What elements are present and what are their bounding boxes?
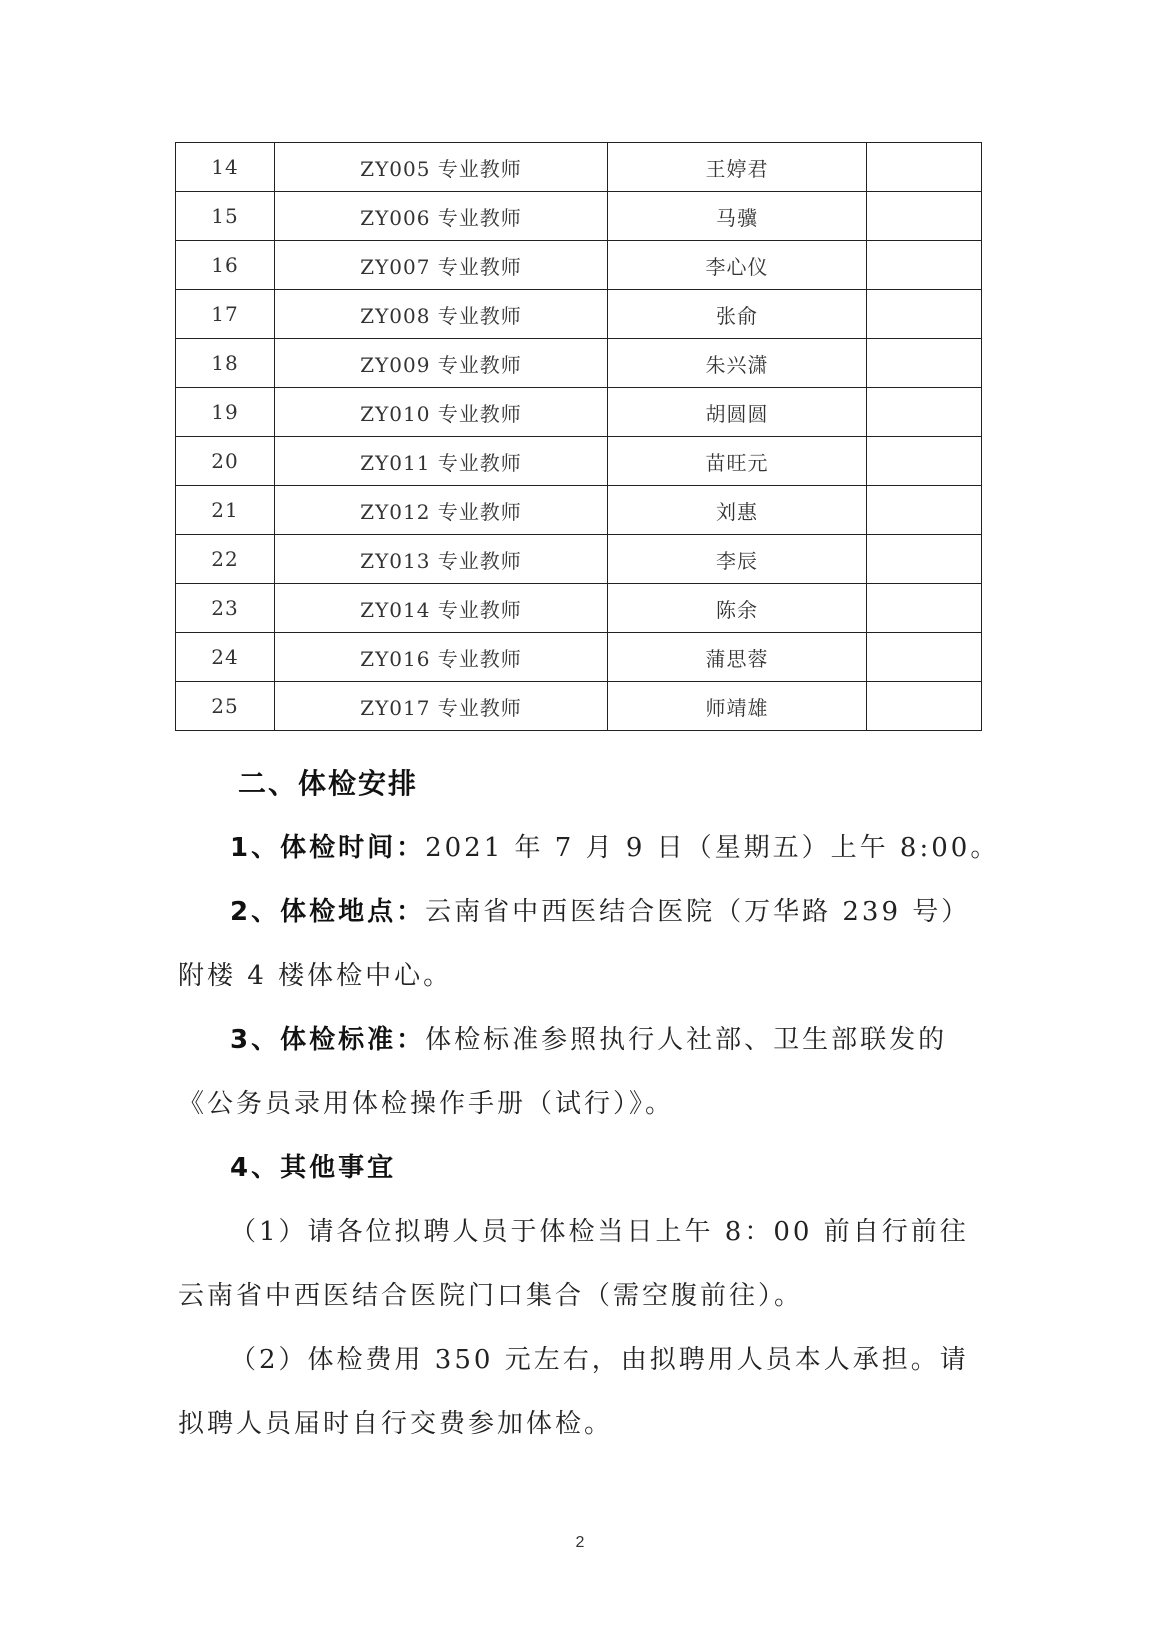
item-other-matters — [178, 1136, 990, 1200]
cell-name: 陈余 — [608, 584, 867, 633]
table-row — [176, 682, 982, 731]
table-row — [176, 143, 982, 192]
cell-note — [867, 584, 982, 633]
cell-note — [867, 535, 982, 584]
cell-note — [867, 290, 982, 339]
cell-note — [867, 143, 982, 192]
cell-post: ZY016 专业教师 — [275, 633, 608, 682]
cell-post: ZY008 专业教师 — [275, 290, 608, 339]
sub-item-2 — [178, 1328, 990, 1456]
exam-time-text: 2021 年 7 月 9 日（星期五）上午 8:00。 — [425, 833, 1000, 863]
cell-post: ZY010 专业教师 — [275, 388, 608, 437]
cell-number: 16 — [176, 241, 275, 290]
exam-standard-line2: 《公务员录用体检操作手册（试行）》。 — [178, 1089, 675, 1119]
table-row — [176, 437, 982, 486]
cell-name: 师靖雄 — [608, 682, 867, 731]
cell-number: 18 — [176, 339, 275, 388]
cell-number: 15 — [176, 192, 275, 241]
exam-location-label: 2、体检地点： — [230, 897, 426, 927]
cell-note — [867, 241, 982, 290]
cell-name: 李心仪 — [608, 241, 867, 290]
table-row — [176, 633, 982, 682]
cell-number: 17 — [176, 290, 275, 339]
cell-number: 24 — [176, 633, 275, 682]
cell-note — [867, 339, 982, 388]
cell-post: ZY005 专业教师 — [275, 143, 608, 192]
cell-name: 刘惠 — [608, 486, 867, 535]
table-row — [176, 535, 982, 584]
table-row — [176, 339, 982, 388]
table-row — [176, 584, 982, 633]
cell-note — [867, 388, 982, 437]
exam-standard-label: 3、体检标准： — [230, 1025, 426, 1055]
table-row — [176, 241, 982, 290]
sub-item-2-line2: 拟聘人员届时自行交费参加体检。 — [178, 1409, 614, 1439]
cell-note — [867, 682, 982, 731]
cell-name: 王婷君 — [608, 143, 867, 192]
cell-name: 张俞 — [608, 290, 867, 339]
sub-item-1-line2: 云南省中西医结合医院门口集合（需空腹前往）。 — [178, 1281, 804, 1311]
item-exam-standard — [178, 1008, 990, 1136]
cell-note — [867, 192, 982, 241]
cell-post: ZY009 专业教师 — [275, 339, 608, 388]
cell-number: 25 — [176, 682, 275, 731]
table-row — [176, 486, 982, 535]
cell-name: 朱兴潇 — [608, 339, 867, 388]
table-row — [176, 290, 982, 339]
sub-item-1-line1: （1）请各位拟聘人员于体检当日上午 8：00 前自行前往 — [230, 1217, 969, 1247]
cell-post: ZY014 专业教师 — [275, 584, 608, 633]
cell-name: 马骥 — [608, 192, 867, 241]
cell-number: 21 — [176, 486, 275, 535]
cell-name: 蒲思蓉 — [608, 633, 867, 682]
cell-number: 22 — [176, 535, 275, 584]
sub-item-2-line1: （2）体检费用 350 元左右，由拟聘用人员本人承担。请 — [230, 1345, 969, 1375]
cell-post: ZY011 专业教师 — [275, 437, 608, 486]
exam-location-line1: 云南省中西医结合医院（万华路 239 号） — [425, 897, 971, 927]
cell-post: ZY006 专业教师 — [275, 192, 608, 241]
other-matters-label: 4、其他事宜 — [230, 1153, 397, 1183]
cell-note — [867, 486, 982, 535]
table-row — [176, 192, 982, 241]
exam-time-label: 1、体检时间： — [230, 833, 426, 863]
exam-standard-line1: 体检标准参照执行人社部、卫生部联发的 — [425, 1025, 948, 1055]
cell-post: ZY013 专业教师 — [275, 535, 608, 584]
cell-name: 胡圆圆 — [608, 388, 867, 437]
roster-table-body — [176, 143, 982, 731]
table-row — [176, 388, 982, 437]
section-heading: 二、体检安排 — [238, 767, 419, 800]
cell-name: 李辰 — [608, 535, 867, 584]
exam-location-line2: 附楼 4 楼体检中心。 — [178, 961, 453, 991]
cell-number: 19 — [176, 388, 275, 437]
cell-post: ZY007 专业教师 — [275, 241, 608, 290]
cell-number: 20 — [176, 437, 275, 486]
cell-number: 14 — [176, 143, 275, 192]
item-exam-time — [178, 816, 1000, 880]
roster-table — [175, 142, 982, 731]
cell-note — [867, 633, 982, 682]
cell-number: 23 — [176, 584, 275, 633]
cell-post: ZY012 专业教师 — [275, 486, 608, 535]
page-number: 2 — [575, 1534, 585, 1551]
cell-note — [867, 437, 982, 486]
item-exam-location — [178, 880, 990, 1008]
cell-name: 苗旺元 — [608, 437, 867, 486]
cell-post: ZY017 专业教师 — [275, 682, 608, 731]
sub-item-1 — [178, 1200, 990, 1328]
